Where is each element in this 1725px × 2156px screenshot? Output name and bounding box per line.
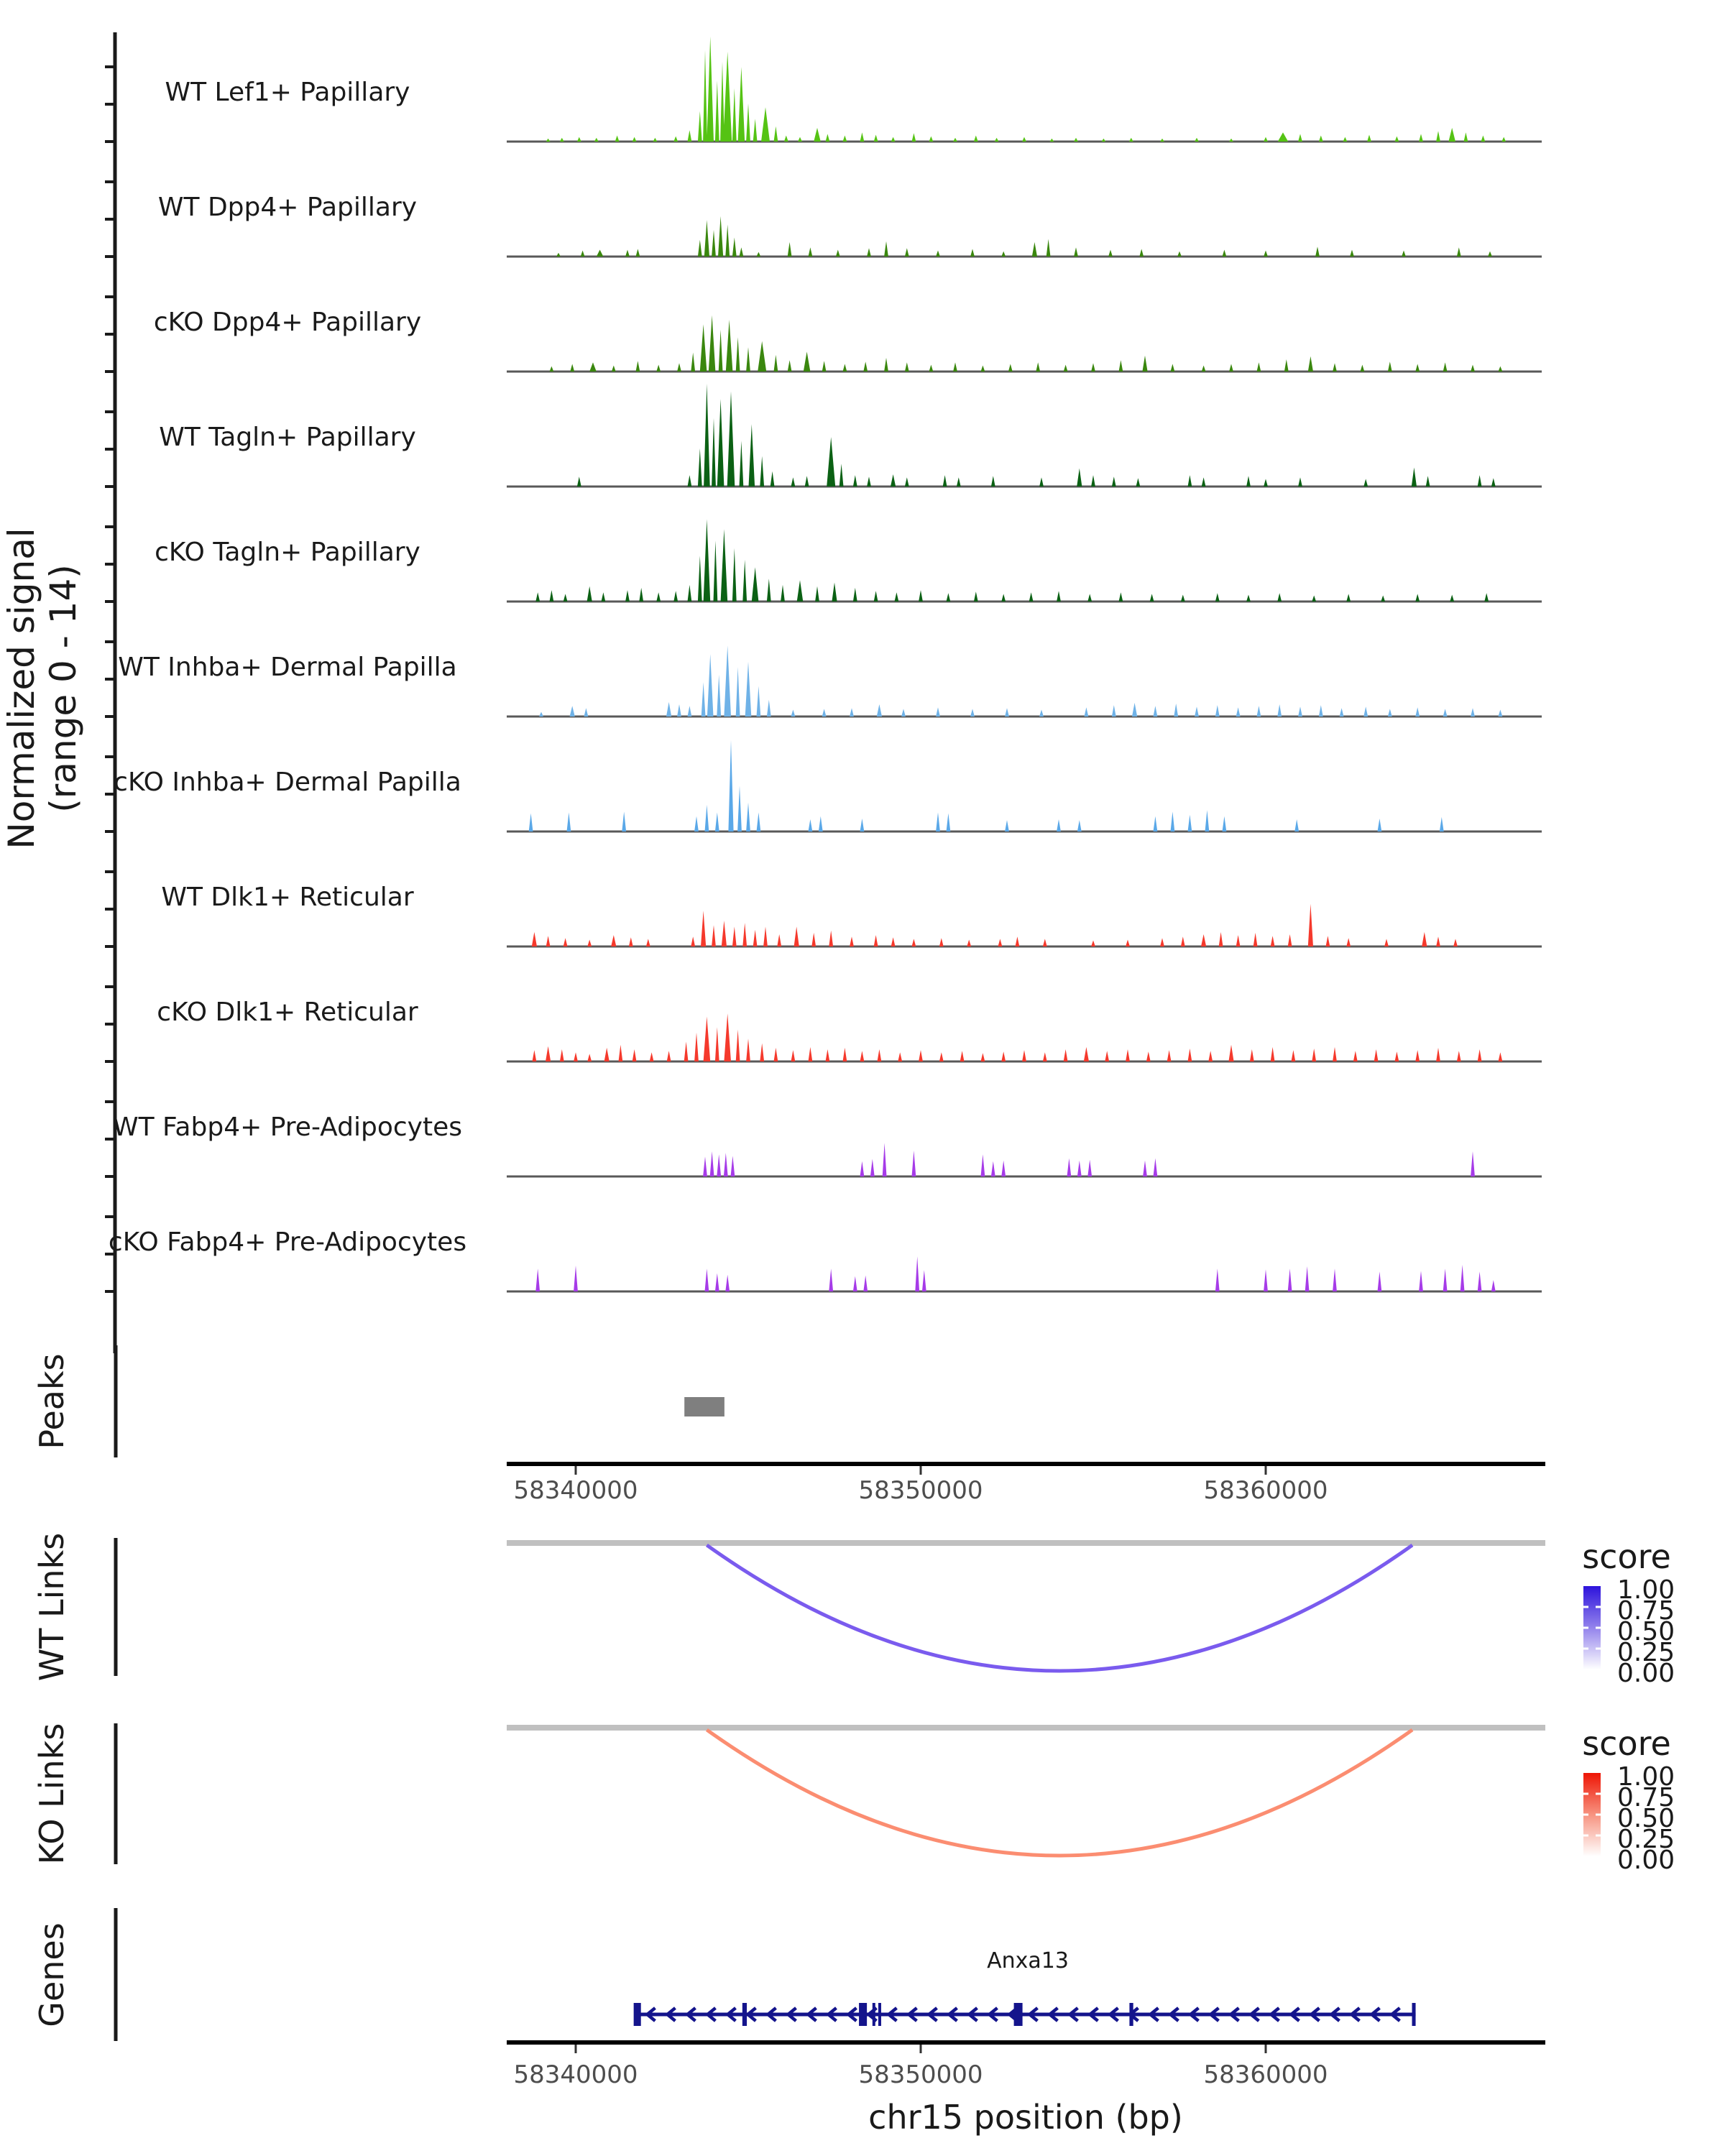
legend-notch (1596, 1814, 1601, 1816)
legend-notch (1596, 1606, 1601, 1608)
links-panels (507, 1543, 1545, 1856)
gene-exon (873, 2003, 875, 2026)
track-label: cKO Fabp4+ Pre-Adipocytes (108, 1227, 467, 1257)
coverage-signal (507, 216, 1542, 257)
track-label: WT Inhba+ Dermal Papilla (118, 653, 457, 682)
legend-tick-label: 0.25 (1617, 1825, 1675, 1854)
legend-tick-label: 0.50 (1617, 1617, 1675, 1646)
wt-score-legend-title: score (1582, 1537, 1671, 1576)
gene-exon (859, 2003, 867, 2026)
coverage-signal (507, 520, 1542, 602)
panel-label-peaks: Peaks (32, 1353, 71, 1450)
track-label: cKO Dpp4+ Papillary (153, 308, 422, 337)
coverage-signal (507, 1256, 1542, 1291)
track-label: cKO Inhba+ Dermal Papilla (114, 768, 461, 797)
y-axis-title-line2: (range 0 - 14) (42, 564, 84, 813)
panel-label-ko-links: KO Links (32, 1723, 71, 1865)
track-label: cKO Tagln+ Papillary (155, 538, 420, 567)
y-axis-title-line1: Normalized signal (1, 528, 42, 849)
legend-tick-label: 1.00 (1617, 1575, 1675, 1605)
legend-notch (1596, 1835, 1601, 1837)
peaks-panel (684, 1397, 724, 1416)
coverage-signal (507, 1013, 1542, 1061)
x-axis-tick-label: 58350000 (858, 2060, 983, 2089)
signal-tracks-panel (105, 32, 1542, 1353)
legend-tick-label: 1.00 (1617, 1762, 1675, 1792)
track-label: WT Fabp4+ Pre-Adipocytes (113, 1112, 462, 1142)
x-axis-tick-label: 58340000 (513, 2060, 638, 2089)
panel-label-genes: Genes (32, 1922, 71, 2027)
gene-model-panel (634, 2003, 1416, 2026)
coverage-signal (507, 904, 1542, 946)
gene-exon (634, 2003, 641, 2026)
legend-tick-label: 0.75 (1617, 1783, 1675, 1812)
x-axis-tick-label: 58350000 (858, 1476, 983, 1505)
coverage-signal (507, 37, 1542, 142)
panel-label-wt-links: WT Links (32, 1532, 71, 1682)
wt-link-arc (707, 1545, 1412, 1671)
gene-exon (1412, 2003, 1416, 2026)
gene-exon (1014, 2003, 1023, 2026)
x-axis-tick-label: 58360000 (1203, 1476, 1328, 1505)
genomic-axes (507, 1464, 1545, 2089)
track-label: WT Tagln+ Papillary (159, 423, 416, 452)
legend-tick-label: 0.75 (1617, 1596, 1675, 1626)
ko-score-legend-title: score (1582, 1724, 1671, 1763)
track-label: WT Dpp4+ Papillary (157, 193, 418, 222)
legend-tick-label: 0.25 (1617, 1638, 1675, 1667)
coverage-signal (507, 740, 1542, 831)
gene-exon (742, 2003, 747, 2026)
gene-exon (1129, 2003, 1133, 2026)
legend-notch (1583, 1606, 1588, 1608)
legend-notch (1583, 1835, 1588, 1837)
peak-box (684, 1397, 724, 1416)
legend-notch (1583, 1814, 1588, 1816)
legend-notch (1583, 1648, 1588, 1650)
x-axis-title: chr15 position (bp) (868, 2098, 1183, 2137)
track-label: WT Dlk1+ Reticular (161, 883, 414, 912)
legend-tick-label: 0.50 (1617, 1804, 1675, 1833)
coverage-signal (507, 384, 1542, 487)
ko-link-arc (707, 1730, 1412, 1856)
coverage-signal (507, 1143, 1542, 1176)
track-label: WT Lef1+ Papillary (165, 78, 410, 107)
track-label: cKO Dlk1+ Reticular (157, 998, 418, 1027)
coverage-signal (507, 645, 1542, 717)
legend-tick-label: 0.00 (1617, 1846, 1675, 1875)
gene-name-label: Anxa13 (987, 1948, 1069, 1973)
coverage-signal (507, 315, 1542, 372)
x-axis-tick-label: 58360000 (1203, 2060, 1328, 2089)
legend-notch (1596, 1627, 1601, 1629)
legend-notch (1596, 1793, 1601, 1795)
legend-notch (1596, 1648, 1601, 1650)
legend-notch (1583, 1793, 1588, 1795)
legend-tick-label: 0.00 (1617, 1659, 1675, 1688)
legend-notch (1583, 1627, 1588, 1629)
x-axis-tick-label: 58340000 (513, 1476, 638, 1505)
gene-exon (878, 2003, 881, 2026)
